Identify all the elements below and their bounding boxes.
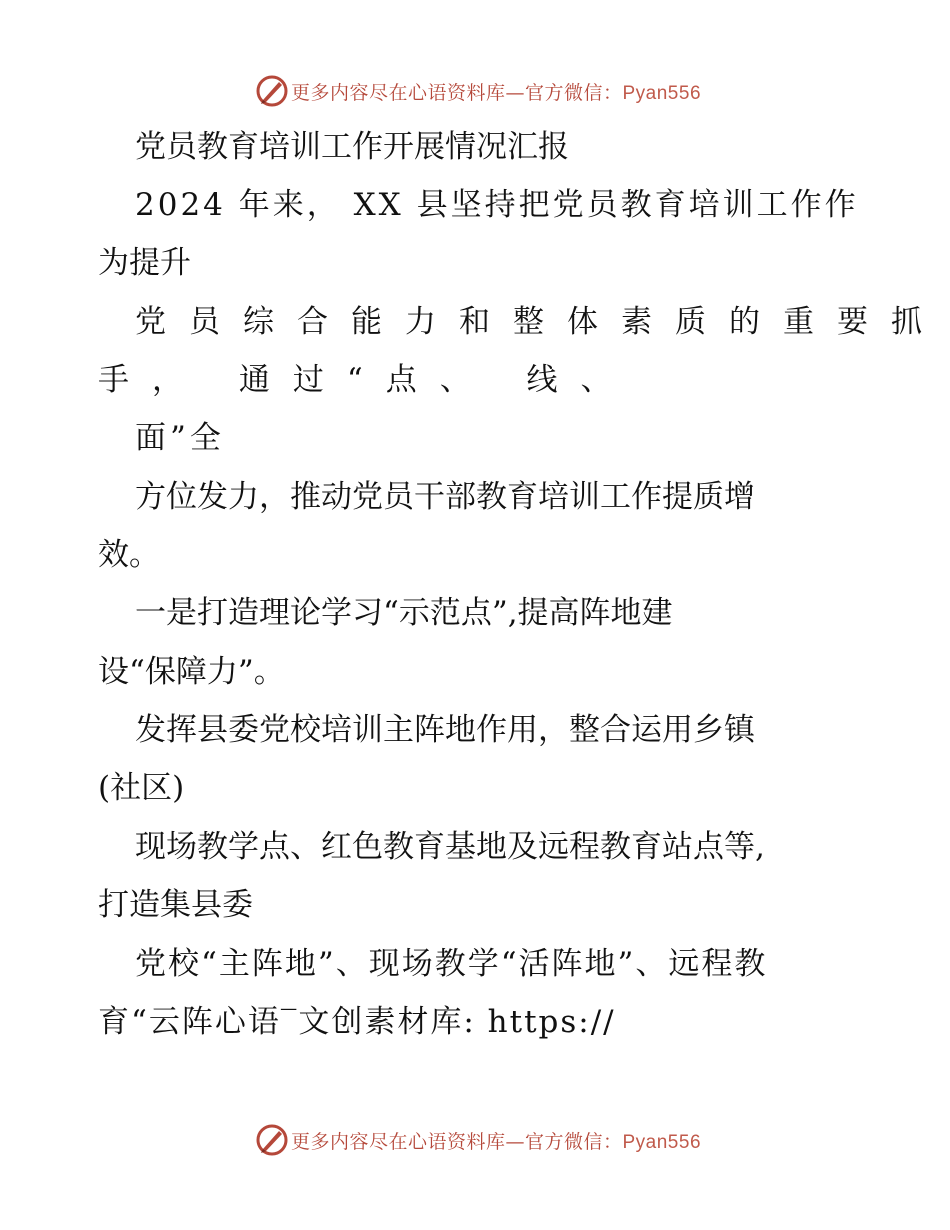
paragraph-line: 育“云阵心语‾文创素材库: https://: [98, 1004, 616, 1040]
paragraph-line: 发挥县委党校培训主阵地作用，整合运用乡镇: [135, 712, 755, 748]
watermark-text: 更多内容尽在心语资料库—官方微信：: [290, 81, 623, 104]
paragraph-line: 打造集县委: [98, 887, 253, 923]
pen-logo-icon: [255, 1123, 289, 1157]
paragraph-line: 手， 通过“点、 线、: [98, 362, 635, 398]
paragraph-line: 设“保障力”。: [98, 654, 285, 690]
watermark-wechat-id: Pyan556: [622, 82, 702, 104]
paragraph-line: 2024 年来， XX 县坚持把党员教育培训工作作: [135, 187, 859, 223]
paragraph-line: 为提升: [98, 245, 191, 281]
paragraph-line: 党校“主阵地”、现场教学“活阵地”、远程教: [135, 946, 768, 982]
watermark-text: 更多内容尽在心语资料库—官方微信：: [290, 1130, 623, 1153]
footer-watermark: [0, 1120, 950, 1160]
paragraph-line: 方位发力，推动党员干部教育培训工作提质增: [135, 479, 755, 515]
paragraph-line: 现场教学点、红色教育基地及远程教育站点等,: [135, 829, 765, 865]
watermark-wechat-id: Pyan556: [622, 1131, 702, 1153]
document-title: 党员教育培训工作开展情况汇报: [135, 129, 569, 165]
paragraph-line: 效。: [98, 537, 160, 573]
paragraph-line: 一是打造理论学习“示范点”,提高阵地建: [135, 595, 673, 631]
paragraph-line: 面”全: [135, 420, 225, 456]
paragraph-line: 党员综合能力和整体素质的重要抓: [135, 304, 945, 340]
paragraph-line: (社区): [98, 770, 185, 806]
